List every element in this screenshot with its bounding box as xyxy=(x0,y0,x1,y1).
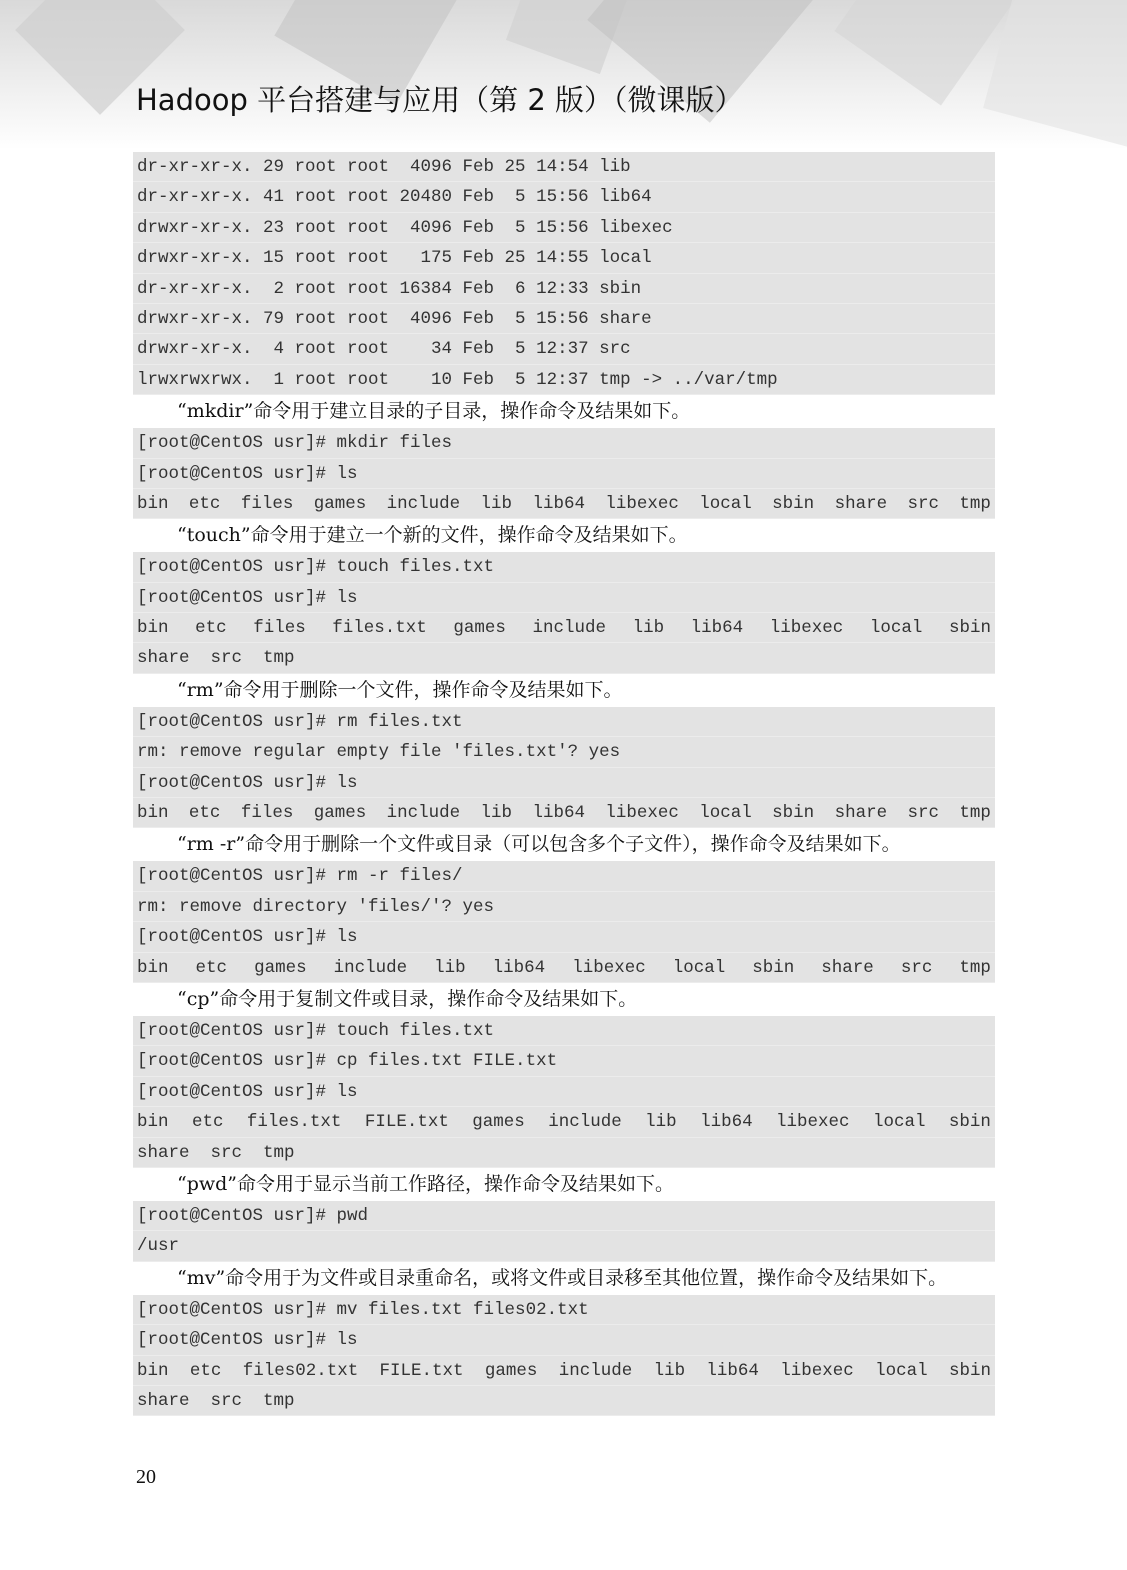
code-line xyxy=(133,798,995,828)
code-line: dr-xr-xr-x. 2 root root 16384 Feb 6 12:33 sbin xyxy=(133,274,995,304)
code-block xyxy=(133,861,995,983)
code-token: etc xyxy=(189,1360,222,1381)
code-token: include xyxy=(386,493,461,514)
code-token: share xyxy=(834,493,888,514)
code-token: lib64 xyxy=(700,1112,753,1133)
code-line: rm: remove regular empty file 'files.txt'? yes xyxy=(133,737,995,767)
code-block xyxy=(133,707,995,829)
code-token: FILE.txt xyxy=(379,1360,464,1381)
code-token: bin xyxy=(137,618,169,639)
code-token: bin xyxy=(137,493,169,514)
code-line: [root@CentOS usr]# rm files.txt xyxy=(133,707,995,737)
code-token: etc xyxy=(188,493,221,514)
paragraph: “mv”命令用于为文件或目录重命名，或将文件或目录移至其他位置，操作命令及结果如下。 xyxy=(177,1266,948,1289)
code-token: lib64 xyxy=(532,493,585,514)
code-line: drwxr-xr-x. 4 root root 34 Feb 5 12:37 src xyxy=(133,334,995,364)
code-token: tmp xyxy=(959,957,991,978)
code-line: dr-xr-xr-x. 29 root root 4096 Feb 25 14:54 lib xyxy=(133,152,995,182)
code-token: lib64 xyxy=(532,803,585,824)
code-token: src xyxy=(907,803,939,824)
paragraph: “rm -r”命令用于删除一个文件或目录（可以包含多个子文件），操作命令及结果如下。 xyxy=(177,833,901,856)
code-token: lib xyxy=(480,803,513,824)
code-token: local xyxy=(699,803,752,824)
code-token: include xyxy=(333,957,408,978)
paragraph: “cp”命令用于复制文件或目录，操作命令及结果如下。 xyxy=(177,987,638,1010)
code-token: files02.txt xyxy=(242,1360,359,1381)
header-decoration xyxy=(0,0,1127,150)
code-token: sbin xyxy=(948,1360,991,1381)
code-token: libexec xyxy=(769,618,844,639)
code-line xyxy=(133,613,995,643)
code-line: [root@CentOS usr]# pwd xyxy=(133,1201,995,1231)
code-line xyxy=(133,489,995,519)
page-content xyxy=(133,152,995,1416)
code-token: sbin xyxy=(948,618,991,639)
code-line: share src tmp xyxy=(133,1386,995,1416)
code-token: libexec xyxy=(780,1360,854,1381)
code-token: include xyxy=(386,803,461,824)
code-token: etc xyxy=(195,618,227,639)
code-token: local xyxy=(875,1360,928,1381)
code-token: share xyxy=(834,803,888,824)
code-token: lib xyxy=(480,493,513,514)
code-token: games xyxy=(313,493,367,514)
code-line: share src tmp xyxy=(133,1138,995,1168)
code-block xyxy=(133,552,995,674)
code-block xyxy=(133,1016,995,1168)
code-token: FILE.txt xyxy=(364,1112,449,1133)
code-line: [root@CentOS usr]# mv files.txt files02.txt xyxy=(133,1295,995,1325)
code-token: libexec xyxy=(605,803,679,824)
paragraph: “rm”命令用于删除一个文件，操作命令及结果如下。 xyxy=(177,678,623,701)
code-token: etc xyxy=(188,803,221,824)
code-line: drwxr-xr-x. 23 root root 4096 Feb 5 15:56 libexec xyxy=(133,213,995,243)
code-token: local xyxy=(872,1112,926,1133)
code-line: [root@CentOS usr]# rm -r files/ xyxy=(133,861,995,891)
code-line xyxy=(133,1356,995,1386)
code-token: include xyxy=(558,1360,633,1381)
code-token: sbin xyxy=(772,493,815,514)
code-token: games xyxy=(453,618,506,639)
code-token: files.txt xyxy=(246,1112,342,1133)
code-token: games xyxy=(254,957,307,978)
code-token: include xyxy=(532,618,606,639)
code-token: include xyxy=(548,1112,622,1133)
code-line: [root@CentOS usr]# ls xyxy=(133,1077,995,1107)
code-token: lib xyxy=(653,1360,686,1381)
code-token: sbin xyxy=(752,957,795,978)
code-token: sbin xyxy=(948,1112,991,1133)
code-token: games xyxy=(313,803,367,824)
code-token: sbin xyxy=(772,803,815,824)
book-title: Hadoop 平台搭建与应用（第 2 版）（微课版） xyxy=(136,83,744,117)
code-token: lib xyxy=(434,957,466,978)
code-line xyxy=(133,1107,995,1137)
code-token: games xyxy=(484,1360,538,1381)
code-line: /usr xyxy=(133,1231,995,1261)
code-line: [root@CentOS usr]# ls xyxy=(133,583,995,613)
code-token: libexec xyxy=(776,1112,850,1133)
code-token: bin xyxy=(137,1360,169,1381)
code-token: libexec xyxy=(572,957,646,978)
code-token: local xyxy=(672,957,726,978)
code-token: local xyxy=(699,493,752,514)
code-token: etc xyxy=(195,957,228,978)
code-token: files xyxy=(240,493,294,514)
code-token: src xyxy=(907,493,939,514)
code-token: libexec xyxy=(605,493,679,514)
code-line: lrwxrwxrwx. 1 root root 10 Feb 5 12:37 tmp -> ../var/tmp xyxy=(133,365,995,395)
code-token: bin xyxy=(137,803,169,824)
code-block xyxy=(133,1201,995,1262)
code-line: [root@CentOS usr]# ls xyxy=(133,459,995,489)
code-token: bin xyxy=(137,1112,169,1133)
paragraph: “touch”命令用于建立一个新的文件，操作命令及结果如下。 xyxy=(177,524,688,547)
code-token: share xyxy=(821,957,874,978)
code-line: drwxr-xr-x. 15 root root 175 Feb 25 14:55 local xyxy=(133,243,995,273)
code-token: tmp xyxy=(959,803,991,824)
code-token: lib xyxy=(645,1112,677,1133)
paragraph: “pwd”命令用于显示当前工作路径，操作命令及结果如下。 xyxy=(177,1172,675,1195)
code-token: lib64 xyxy=(706,1360,759,1381)
code-token: bin xyxy=(137,957,169,978)
code-line: rm: remove directory 'files/'? yes xyxy=(133,892,995,922)
code-block xyxy=(133,152,995,395)
code-token: lib64 xyxy=(492,957,546,978)
code-block xyxy=(133,428,995,519)
code-token: src xyxy=(900,957,933,978)
code-line: [root@CentOS usr]# touch files.txt xyxy=(133,552,995,582)
code-token: files xyxy=(240,803,294,824)
code-line: drwxr-xr-x. 79 root root 4096 Feb 5 15:56 share xyxy=(133,304,995,334)
code-token: files xyxy=(253,618,306,639)
code-token: local xyxy=(869,618,923,639)
code-block xyxy=(133,1295,995,1417)
code-line: [root@CentOS usr]# cp files.txt FILE.txt xyxy=(133,1046,995,1076)
code-token: games xyxy=(472,1112,525,1133)
code-line xyxy=(133,953,995,983)
code-line: [root@CentOS usr]# ls xyxy=(133,768,995,798)
code-token: files.txt xyxy=(332,618,427,639)
code-line: share src tmp xyxy=(133,643,995,673)
code-line: [root@CentOS usr]# ls xyxy=(133,922,995,952)
paragraph: “mkdir”命令用于建立目录的子目录，操作命令及结果如下。 xyxy=(177,400,691,423)
code-line: [root@CentOS usr]# ls xyxy=(133,1325,995,1355)
code-line: dr-xr-xr-x. 41 root root 20480 Feb 5 15:56 lib64 xyxy=(133,182,995,212)
page-number: 20 xyxy=(136,1466,156,1488)
code-line: [root@CentOS usr]# touch files.txt xyxy=(133,1016,995,1046)
code-line: [root@CentOS usr]# mkdir files xyxy=(133,428,995,458)
code-token: lib xyxy=(632,618,665,639)
code-token: tmp xyxy=(959,493,991,514)
code-token: etc xyxy=(191,1112,224,1133)
code-token: lib64 xyxy=(690,618,744,639)
